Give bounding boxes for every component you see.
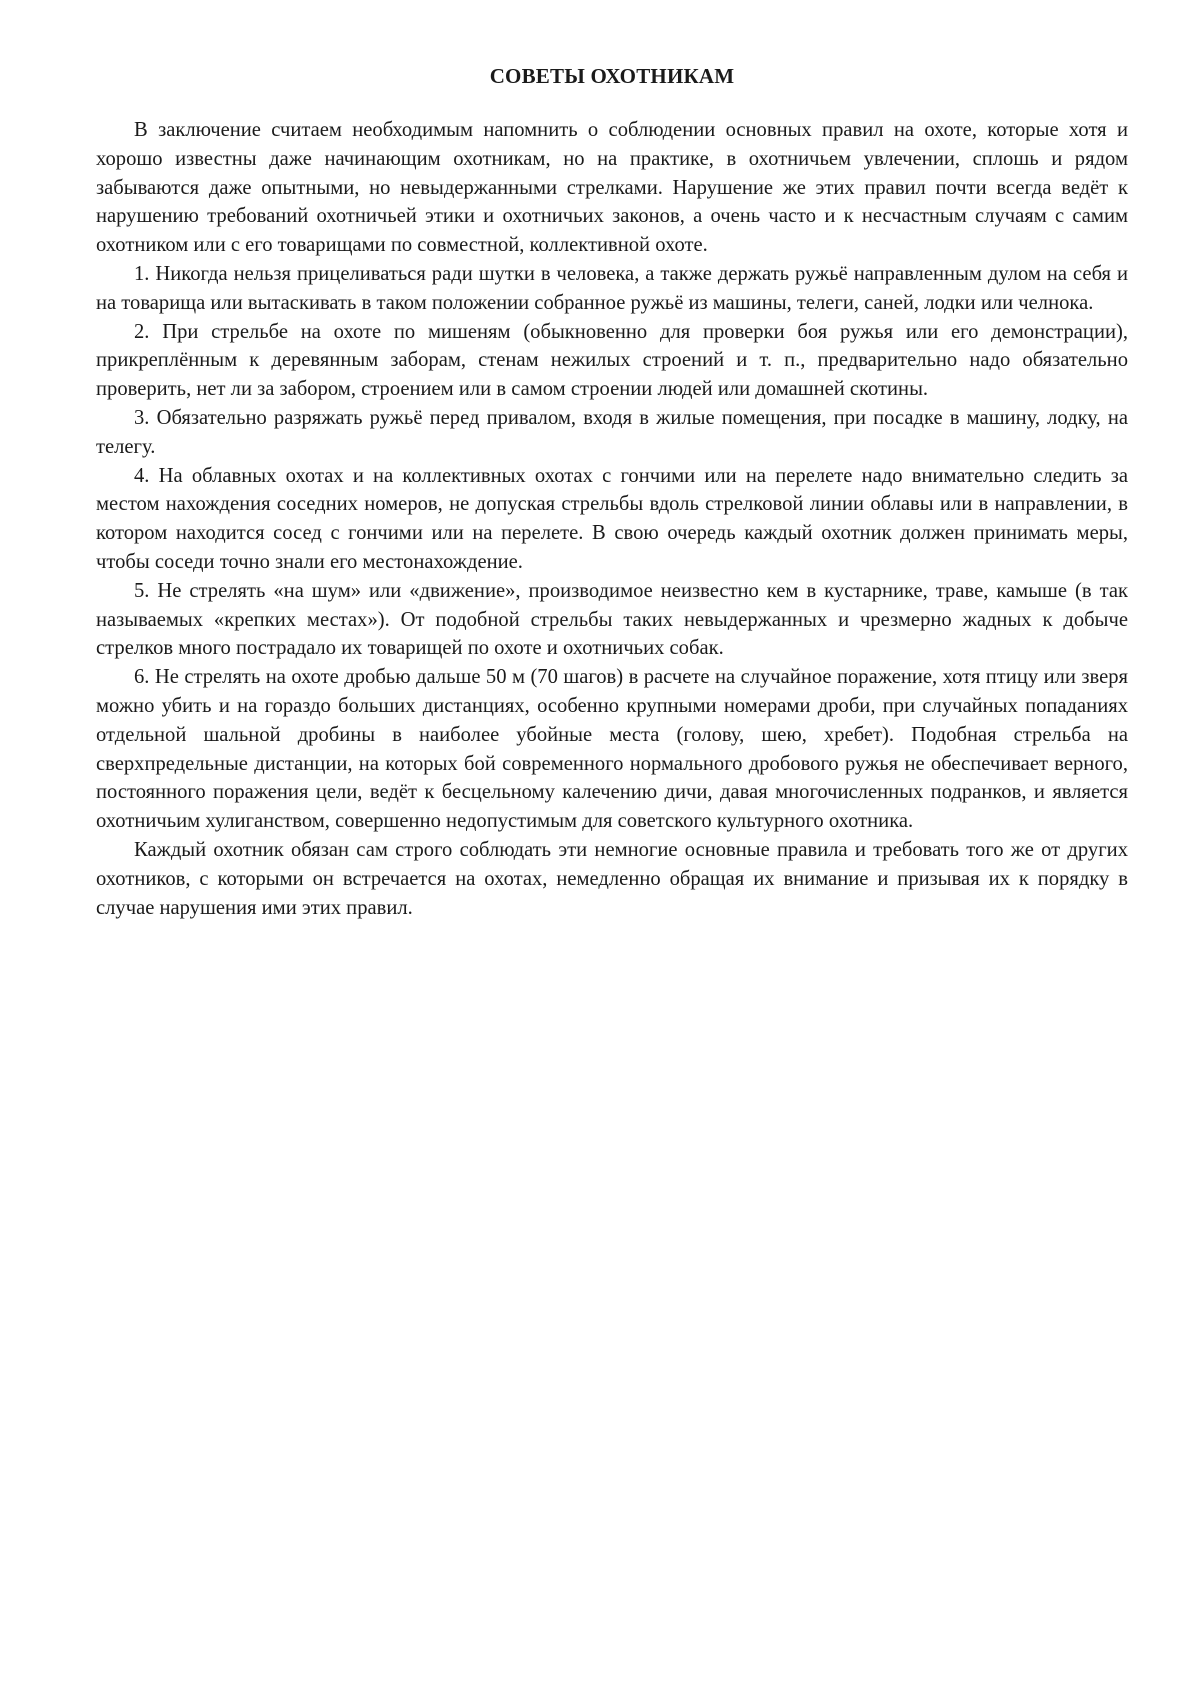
page-title: СОВЕТЫ ОХОТНИКАМ bbox=[489, 64, 735, 88]
paragraph-rule-2: 2. При стрельбе на охоте по мишеням (обыкновенно для проверки боя ружья или его демонстрации), прикреплённым к деревянным заборам, стенам нежилых строений и т. п., предварительно надо обязательно проверить, нет ли за забором, строением или в самом строении людей или домашней скотины. bbox=[96, 320, 1128, 401]
paragraph-rule-1: 1. Никогда нельзя прицеливаться ради шутки в человека, а также держать ружьё направленным дулом на себя и на товарища или вытаскивать в таком положении собранное ружьё из машины, телеги, саней, лодки или челнока. bbox=[96, 262, 1128, 314]
document-page bbox=[96, 62, 1128, 922]
paragraph-rule-3: 3. Обязательно разряжать ружьё перед привалом, входя в жилые помещения, при посадке в машину, лодку, на телегу. bbox=[96, 406, 1128, 458]
paragraph-conclusion: Каждый охотник обязан сам строго соблюдать эти немногие основные правила и требовать того же от других охотников, с которыми он встречается на охотах, немедленно обращая их внимание и призывая их к порядку в случае нарушения ими этих правил. bbox=[96, 838, 1128, 919]
paragraph-rule-5: 5. Не стрелять «на шум» или «движение», производимое неизвестно кем в кустарнике, траве, камыше (в так называемых «крепких местах»). От подобной стрельбы таких невыдержанных и чрезмерно жадных к добыче стрелков много пострадало их товарищей по охоте и охотничьих собак. bbox=[96, 579, 1128, 660]
paragraph-rule-6: 6. Не стрелять на охоте дробью дальше 50 м (70 шагов) в расчете на случайное поражение, хотя птицу или зверя можно убить и на гораздо больших дистанциях, особенно крупными номерами дроби, при случайных попаданиях отдельной шальной дробины в наиболее убойные места (голову, шею, хребет). Подобная стрельба на сверхпредельные дистанции, на которых бой современного нормального дробового ружья не обеспечивает верного, постоянного поражения цели, ведёт к бесцельному калечению дичи, давая многочисленных подранков, и является охотничьим хулиганством, совершенно недопустимым для советского культурного охотника. bbox=[96, 666, 1128, 833]
paragraph-rule-4: 4. На облавных охотах и на коллективных охотах с гончими или на перелете надо внимательно следить за местом нахождения соседних номеров, не допуская стрельбы вдоль стрелковой линии облавы или в направлении, в котором находится сосед с гончими или на перелете. В свою очередь каждый охотник должен принимать меры, чтобы соседи точно знали его местонахождение. bbox=[96, 464, 1128, 573]
paragraph-intro: В заключение считаем необходимым напомнить о соблюдении основных правил на охоте, которые хотя и хорошо известны даже начинающим охотникам, но на практике, в охотничьем увлечении, сплошь и рядом забываются даже опытными, но невыдержанными стрелками. Нарушение же этих правил почти всегда ведёт к нарушению требований охотничьей этики и охотничьих законов, а очень часто и к несчастным случаям с самим охотником или с его товарищами по совместной, коллективной охоте. bbox=[96, 119, 1128, 257]
